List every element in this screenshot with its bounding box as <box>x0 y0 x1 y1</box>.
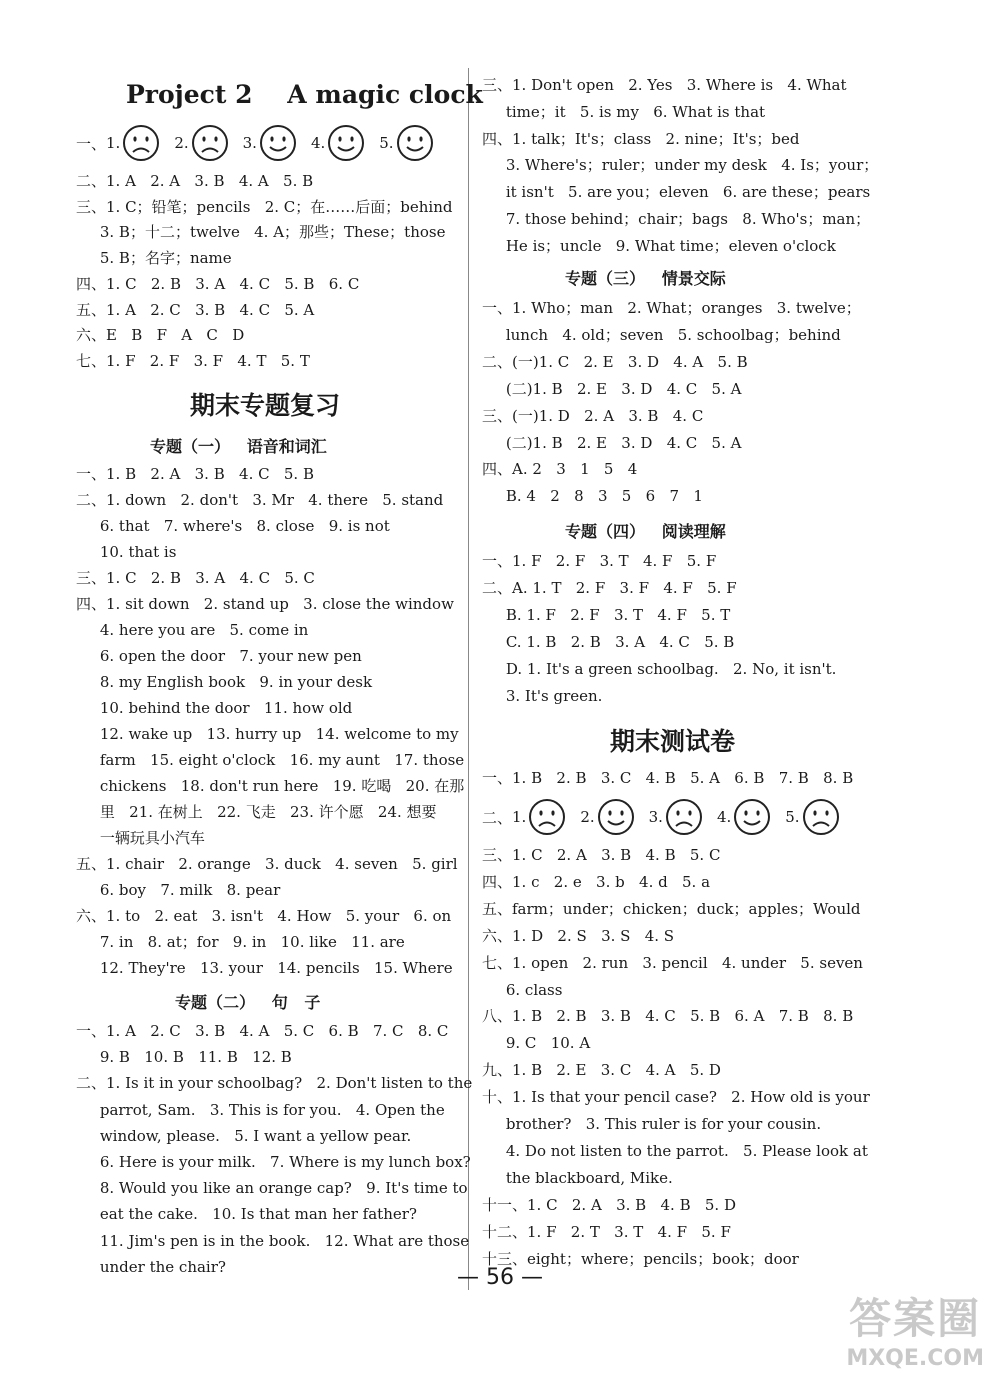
answer-line: 6. class <box>482 980 563 999</box>
answer-line: 二、A. 1. T 2. F 3. F 4. F 5. F <box>482 579 737 597</box>
answer-line: 5. B；名字；name <box>76 249 232 268</box>
answer-line: 七、1. open 2. run 3. pencil 4. under 5. seven <box>482 953 863 972</box>
answer-line: B. 4 2 8 3 5 6 7 1 <box>482 487 703 506</box>
answer-line: 三、1. C 2. A 3. B 4. B 5. C <box>482 846 721 864</box>
sad-face-icon <box>802 798 840 836</box>
answer-line: 一、1. B 2. A 3. B 4. C 5. B <box>76 465 314 483</box>
happy-face-icon <box>396 124 434 162</box>
answer-line: 10. behind the door 11. how old <box>76 699 353 717</box>
answer-line: 三、1. C；铅笔；pencils 2. C；在……后面；behind <box>76 197 453 216</box>
answer-line: 4. here you are 5. come in <box>76 621 309 639</box>
face-choice-row <box>482 798 844 836</box>
answer-line: 四、1. talk；It's；class 2. nine；It's；bed <box>482 129 800 148</box>
item-number: 3. <box>242 134 257 152</box>
answer-line: 九、1. B 2. E 3. C 4. A 5. D <box>482 1061 721 1080</box>
answer-line: 12. They're 13. your 14. pencils 15. Where <box>76 959 453 977</box>
answer-line: parrot, Sam. 3. This is for you. 4. Open the <box>76 1100 445 1119</box>
item-number: 5. <box>379 134 394 152</box>
answer-line: 6. that 7. where's 8. close 9. is not <box>76 517 390 535</box>
subsection-title: 专题（一） 语音和词汇 <box>150 437 327 456</box>
answer-line: 六、1. to 2. eat 3. isn't 4. How 5. your 6. on <box>76 907 452 925</box>
item-number: 4. <box>310 134 326 152</box>
answer-line: 二、(一)1. C 2. E 3. D 4. A 5. B <box>482 352 748 371</box>
answer-line: under the chair? <box>76 1257 226 1276</box>
sad-face-icon <box>122 124 160 162</box>
item-number: 3. <box>648 808 663 826</box>
answer-line: 四、1. sit down 2. stand up 3. close the window <box>76 595 454 613</box>
answer-line: 4. Do not listen to the parrot. 5. Please look at <box>482 1141 868 1160</box>
answer-line: 十二、1. F 2. T 3. T 4. F 5. F <box>482 1222 731 1241</box>
answer-line: 五、1. A 2. C 3. B 4. C 5. A <box>76 300 315 319</box>
answer-line: 五、1. chair 2. orange 3. duck 4. seven 5. girl <box>76 855 458 873</box>
page-number: — 56 — <box>457 1265 543 1290</box>
answer-line: 8. my English book 9. in your desk <box>76 673 373 691</box>
answer-line: 6. Here is your milk. 7. Where is my lunch box? <box>76 1153 471 1171</box>
answer-line: the blackboard, Mike. <box>482 1168 673 1187</box>
answer-line: 十一、1. C 2. A 3. B 4. B 5. D <box>482 1195 736 1214</box>
answer-line: 3. It's green. <box>482 687 603 705</box>
answer-line: 二、1. A 2. A 3. B 4. A 5. B <box>76 172 314 190</box>
answer-line: lunch 4. old；seven 5. schoolbag；behind <box>482 325 841 344</box>
answer-line: B. 1. F 2. F 3. T 4. F 5. T <box>482 606 731 624</box>
answer-line: 二、1. down 2. don't 3. Mr 4. there 5. stand <box>76 491 444 509</box>
answer-line: it isn't 5. are you；eleven 6. are these；pears <box>482 183 871 202</box>
answer-line: 十三、eight；where；pencils；book；door <box>482 1249 799 1268</box>
answer-line: 四、1. c 2. e 3. b 4. d 5. a <box>482 872 711 891</box>
watermark-bottom: MXQE.COM <box>846 1346 984 1371</box>
answer-line: farm 15. eight o'clock 16. my aunt 17. those <box>76 751 465 769</box>
answer-line: 12. wake up 13. hurry up 14. welcome to my <box>76 725 459 743</box>
section-title: 期末测试卷 <box>610 727 736 756</box>
happy-face-icon <box>327 124 365 162</box>
answer-line: (二)1. B 2. E 3. D 4. C 5. A <box>482 433 742 452</box>
item-number: 5. <box>785 808 800 826</box>
answer-line: 9. C 10. A <box>482 1034 591 1053</box>
face-choice-row <box>76 124 438 162</box>
answer-line: eat the cake. 10. Is that man her father? <box>76 1205 417 1224</box>
answer-line: 七、1. F 2. F 3. F 4. T 5. T <box>76 351 310 370</box>
happy-face-icon <box>259 124 297 162</box>
answer-line: (二)1. B 2. E 3. D 4. C 5. A <box>482 379 742 398</box>
item-number: 2. <box>174 134 189 152</box>
answer-line: 6. open the door 7. your new pen <box>76 647 362 665</box>
answer-line: 一、1. Who；man 2. What；oranges 3. twelve； <box>482 299 861 317</box>
item-number: 1. <box>106 134 121 152</box>
answer-line: 五、farm；under；chicken；duck；apples；Would <box>482 899 861 918</box>
answer-line: time；it 5. is my 6. What is that <box>482 102 766 121</box>
answer-line: 八、1. B 2. B 3. B 4. C 5. B 6. A 7. B 8. B <box>482 1007 854 1026</box>
answer-line: 二、1. Is it in your schoolbag? 2. Don't listen to the <box>76 1074 473 1093</box>
answer-line: 10. that is <box>76 543 177 561</box>
answer-line: 六、1. D 2. S 3. S 4. S <box>482 926 675 945</box>
section-title: Project 2 A magic clock <box>126 80 483 109</box>
answer-line: 一、1. A 2. C 3. B 4. A 5. C 6. B 7. C 8. C <box>76 1022 449 1040</box>
sad-face-icon <box>528 798 566 836</box>
answer-line: C. 1. B 2. B 3. A 4. C 5. B <box>482 633 735 651</box>
subsection-title: 专题（四） 阅读理解 <box>565 522 726 541</box>
watermark-top: 答案圈 <box>849 1294 982 1343</box>
answer-line: 3. B；十二；twelve 4. A；那些；These；those <box>76 223 446 242</box>
answer-line: 四、A. 2 3 1 5 4 <box>482 460 638 479</box>
answer-line: window, please. 5. I want a yellow pear. <box>76 1126 412 1145</box>
answer-line: 一、1. F 2. F 3. T 4. F 5. F <box>482 552 717 570</box>
answer-line: 7. those behind；chair；bags 8. Who's；man； <box>482 210 871 228</box>
section-number: 二、 <box>482 808 513 827</box>
answer-line: 四、1. C 2. B 3. A 4. C 5. B 6. C <box>76 274 360 293</box>
answer-line: D. 1. It's a green schoolbag. 2. No, it isn't. <box>482 660 837 678</box>
answer-line: 六、E B F A C D <box>76 326 245 345</box>
item-number: 1. <box>512 808 527 826</box>
answer-line: 三、1. C 2. B 3. A 4. C 5. C <box>76 569 315 587</box>
item-number: 2. <box>580 808 595 826</box>
section-number: 一、 <box>76 134 107 153</box>
answer-line: 8. Would you like an orange cap? 9. It's time to <box>76 1179 468 1198</box>
answer-line: 9. B 10. B 11. B 12. B <box>76 1048 292 1067</box>
answer-line: 6. boy 7. milk 8. pear <box>76 881 281 899</box>
answer-line: 里 21. 在树上 22. 飞走 23. 许个愿 24. 想要 <box>76 803 437 821</box>
answer-line: 3. Where's；ruler；under my desk 4. Is；your； <box>482 156 879 175</box>
answer-line: chickens 18. don't run here 19. 吃喝 20. 在那 <box>76 777 465 795</box>
subsection-title: 专题（三） 情景交际 <box>565 269 726 288</box>
answer-line: 7. in 8. at；for 9. in 10. like 11. are <box>76 933 405 951</box>
answer-line: 三、1. Don't open 2. Yes 3. Where is 4. What <box>482 76 847 94</box>
item-number: 4. <box>716 808 732 826</box>
sad-face-icon <box>665 798 703 836</box>
happy-face-icon <box>597 798 635 836</box>
answer-line: 三、(一)1. D 2. A 3. B 4. C <box>482 406 704 425</box>
section-title: 期末专题复习 <box>190 391 341 420</box>
column-divider <box>468 68 469 1290</box>
answer-line: 十、1. Is that your pencil case? 2. How old is your <box>482 1088 870 1107</box>
answer-line: 一辆玩具小汽车 <box>76 829 205 847</box>
answer-line: brother? 3. This ruler is for your cousin. <box>482 1115 822 1133</box>
answer-line: He is；uncle 9. What time；eleven o'clock <box>482 236 836 255</box>
watermark-logo <box>846 1286 984 1371</box>
happy-face-icon <box>733 798 771 836</box>
answer-line: 一、1. B 2. B 3. C 4. B 5. A 6. B 7. B 8. B <box>482 769 854 787</box>
subsection-title: 专题（二） 句 子 <box>175 993 321 1012</box>
answer-line: 11. Jim's pen is in the book. 12. What are those <box>76 1231 470 1250</box>
sad-face-icon <box>191 124 229 162</box>
